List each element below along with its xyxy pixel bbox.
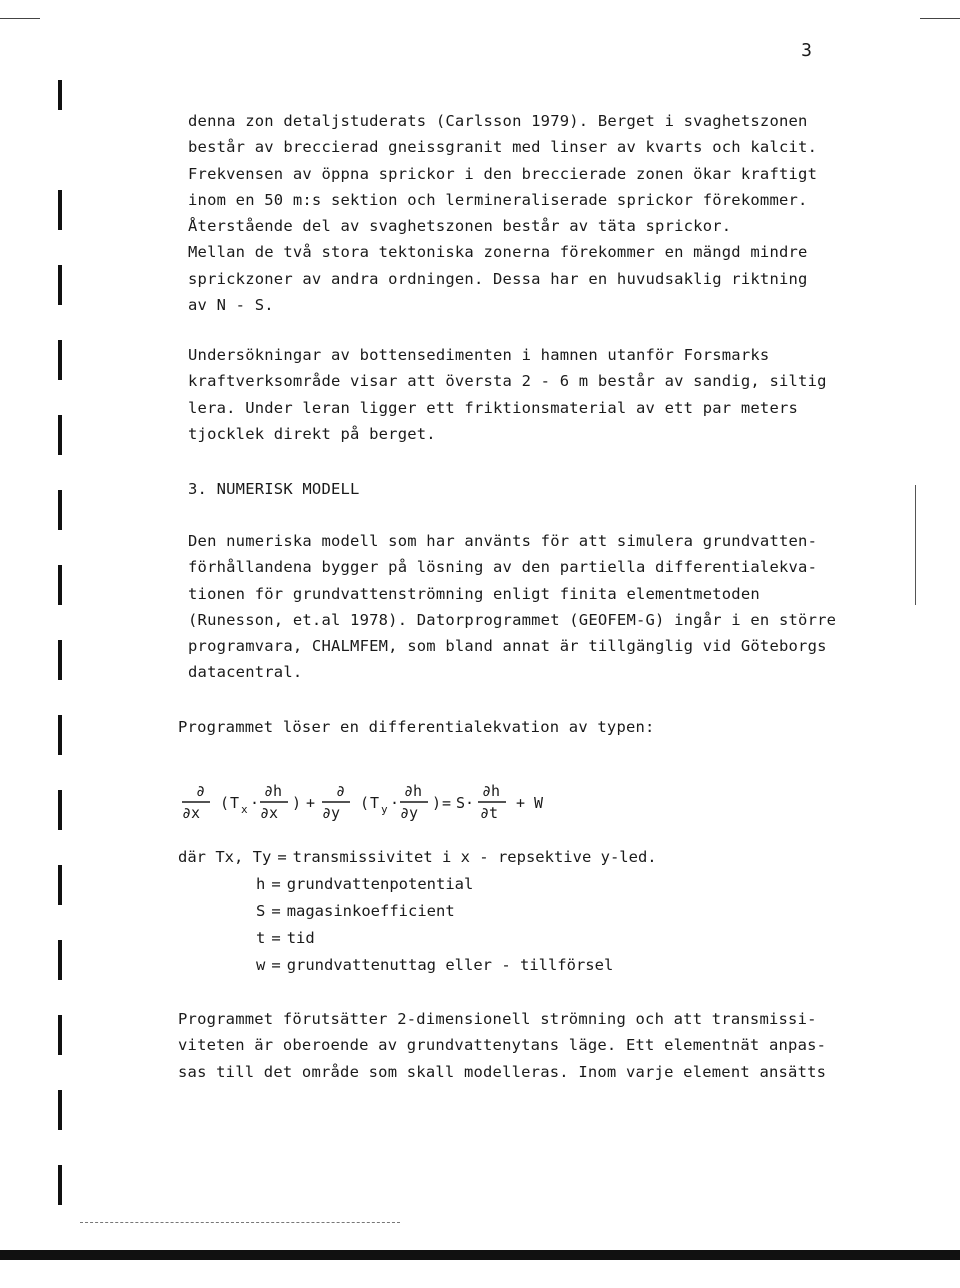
text-line: av N - S.	[188, 296, 274, 315]
definition-row	[178, 848, 657, 874]
eq-S: S·	[456, 794, 475, 812]
binding-mark	[58, 715, 62, 755]
eq-open: (	[360, 794, 370, 812]
binding-mark	[58, 565, 62, 605]
definition-equals: =	[271, 956, 281, 974]
text-line: (Runesson, et.al 1978). Datorprogrammet (GEOFEM-G) ingår i en större	[188, 610, 837, 629]
text-line: Undersökningar av bottensedimenten i hamnen utanför Forsmarks	[188, 346, 770, 364]
text-line: denna zon detaljstuderats (Carlsson 1979). Berget i svaghetszonen	[188, 112, 808, 130]
eq-dh: ∂h	[404, 782, 423, 800]
definition-equals: =	[271, 929, 281, 947]
text-line: inom en 50 m:s sektion och lermineraliserade sprickor förekommer.	[188, 190, 808, 209]
binding-mark	[58, 340, 62, 380]
text-line: lera. Under leran ligger ett friktionsmaterial av ett par meters	[188, 398, 799, 417]
eq-plus: +	[306, 794, 316, 812]
paragraph-equation-intro: Programmet löser en differentialekvation av typen:	[178, 718, 655, 736]
definition-row	[256, 875, 473, 901]
binding-mark	[58, 415, 62, 455]
definition-equals: =	[277, 848, 287, 866]
definition-text: magasinkoefficient	[286, 902, 455, 920]
definition-equals: =	[271, 902, 281, 920]
definition-symbol: h	[256, 875, 266, 893]
paragraph-geology	[188, 112, 818, 322]
eq-sub-y: y	[381, 803, 388, 816]
definition-equals: =	[271, 875, 281, 893]
eq-partial: ∂	[196, 782, 206, 800]
eq-sub-x: x	[241, 803, 248, 816]
page-number: 3	[801, 40, 812, 61]
eq-T: T	[370, 794, 380, 812]
binding-mark	[58, 1090, 62, 1130]
text-line: förhållandena bygger på lösning av den partiella differentialekva-	[188, 558, 818, 577]
paragraph-sediments	[188, 346, 827, 451]
paragraph-assumptions	[178, 1010, 827, 1089]
binding-mark	[58, 1165, 62, 1205]
binding-mark	[58, 865, 62, 905]
eq-close: )	[292, 794, 302, 812]
binding-mark	[58, 640, 62, 680]
eq-open: (	[220, 794, 230, 812]
binding-mark	[58, 940, 62, 980]
text-line: datacentral.	[188, 663, 303, 682]
definition-symbol: S	[256, 902, 266, 920]
binding-mark	[58, 790, 62, 830]
scan-edge-mark	[0, 18, 40, 19]
text-line: programvara, CHALMFEM, som bland annat är tillgänglig vid Göteborgs	[188, 637, 827, 656]
definition-text: grundvattenpotential	[286, 875, 474, 893]
eq-dy: ∂y	[400, 804, 419, 822]
eq-equals: =	[442, 794, 452, 812]
text-line: Programmet förutsätter 2-dimensionell strömning och att transmissi-	[178, 1010, 817, 1028]
scan-edge-mark	[920, 18, 960, 19]
definition-text: transmissivitet i x - repsektive y-led.	[292, 848, 657, 866]
scan-bottom-bar	[0, 1250, 960, 1260]
eq-dh: ∂h	[264, 782, 283, 800]
eq-close: )	[432, 794, 442, 812]
binding-mark	[58, 1015, 62, 1055]
scan-dashed-line	[80, 1222, 400, 1223]
binding-mark	[58, 490, 62, 530]
definition-text: grundvattenuttag eller - tillförsel	[286, 956, 614, 974]
text-line: Frekvensen av öppna sprickor i den breccierade zonen ökar kraftigt	[188, 164, 818, 183]
text-line: tionen för grundvattenströmning enligt finita elementmetoden	[188, 584, 760, 603]
text-line: Återstående del av svaghetszonen består av täta sprickor.	[188, 217, 732, 236]
definition-row	[256, 902, 455, 928]
paragraph-model	[188, 532, 837, 690]
eq-dot: ·	[390, 794, 400, 812]
definition-text: tid	[286, 929, 315, 947]
binding-mark	[58, 80, 62, 110]
text-line: består av breccierad gneissgranit med linser av kvarts och kalcit.	[188, 138, 818, 157]
definition-row	[256, 929, 315, 955]
eq-W: + W	[516, 794, 544, 812]
eq-dx: ∂x	[182, 804, 201, 822]
text-line: kraftverksområde visar att översta 2 - 6 m består av sandig, siltig	[188, 372, 827, 391]
text-line: Den numeriska modell som har använts för att simulera grundvatten-	[188, 532, 818, 550]
text-line: sprickzoner av andra ordningen. Dessa har en huvudsaklig riktning	[188, 269, 808, 288]
eq-dy: ∂y	[322, 804, 341, 822]
eq-T: T	[230, 794, 240, 812]
text-line: viteten är oberoende av grundvattenytans läge. Ett elementnät anpas-	[178, 1036, 827, 1055]
eq-partial: ∂	[336, 782, 346, 800]
eq-dx: ∂x	[260, 804, 279, 822]
eq-dot: ·	[250, 794, 260, 812]
differential-equation	[178, 782, 638, 852]
section-heading: 3. NUMERISK MODELL	[188, 480, 360, 498]
binding-mark	[58, 190, 62, 230]
definition-symbol: t	[256, 929, 266, 947]
binding-mark	[58, 265, 62, 305]
text-line: tjocklek direkt på berget.	[188, 424, 436, 443]
text-line: sas till det område som skall modelleras. Inom varje element ansätts	[178, 1062, 827, 1081]
definition-row	[256, 956, 613, 982]
eq-dh: ∂h	[482, 782, 501, 800]
definition-symbol: w	[256, 956, 266, 974]
definition-symbol: där Tx, Ty	[178, 848, 272, 866]
eq-dt: ∂t	[480, 804, 499, 822]
scan-edge-line	[915, 485, 916, 605]
text-line: Mellan de två stora tektoniska zonerna förekommer en mängd mindre	[188, 243, 808, 262]
